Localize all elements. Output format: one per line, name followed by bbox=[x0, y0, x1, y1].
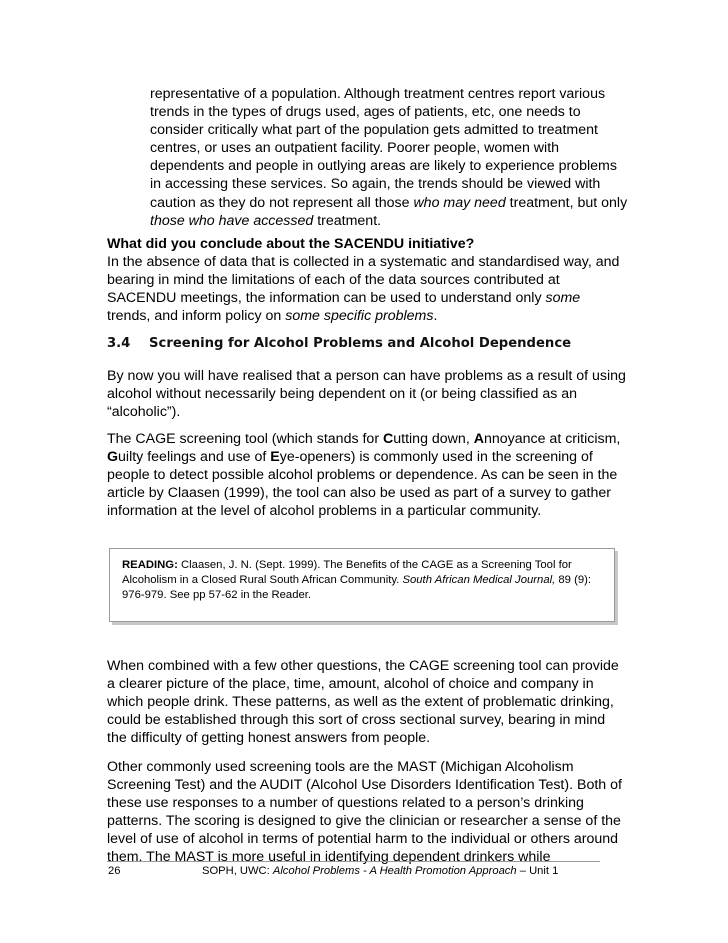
section-number: 3.4 bbox=[107, 336, 131, 351]
cage-paragraph: The CAGE screening tool (which stands for Cutting down, Annoyance at criticism, Guilty feelings and use of Eye-openers) is commonly used in the screening of people to detect possible alcohol problems or dependence. As can be seen in the article by Claasen (1999), the tool can also be used as part of a survey to gather information at the level of alcohol problems in a particular community. bbox=[107, 431, 621, 520]
paragraph-combined: When combined with a few other questions, the CAGE screening tool can provide a clearer picture of the place, time, amount, alcohol of choice and company in which people drink. These patterns, as well as the extent of problematic drinking, could be established through this sort of cross sectional survey, bearing in mind the difficulty of getting honest answers from people. bbox=[107, 658, 619, 747]
footer-title: SOPH, UWC: Alcohol Problems - A Health Promotion Approach – Unit 1 bbox=[202, 865, 559, 877]
reading-box bbox=[109, 548, 615, 622]
section-heading bbox=[107, 336, 627, 351]
reading-citation: READING: Claasen, J. N. (Sept. 1999). The Benefits of the CAGE as a Screening Tool for Alcoholism in a Closed Rural South African Community. South African Medical Journal, 89 (9): 976-979. See pp 57-62 in the Reader. bbox=[122, 559, 592, 601]
conclusion-answer: In the absence of data that is collected in a systematic and standardised way, and bearing in mind the limitations of each of the data sources contributed at SACENDU meetings, the information can be used to understand only some trends, and inform policy on some specific problems. bbox=[107, 254, 620, 325]
conclusion-question: What did you conclude about the SACENDU initiative? bbox=[107, 236, 475, 252]
footer-page-number: 26 bbox=[108, 865, 121, 877]
paragraph-other-tools: Other commonly used screening tools are the MAST (Michigan Alcoholism Screening Test) and the AUDIT (Alcohol Use Disorders Identification Test). Both of these use responses to a number of questions related to a person’s drinking patterns. The scoring is designed to give the clinician or researcher a sense of the level of use of alcohol in terms of potential harm to the individual or others around them. The MAST is more useful in identifying dependent drinkers while bbox=[107, 759, 622, 866]
continued-paragraph: representative of a population. Although treatment centres report various trends in the types of drugs used, ages of patients, etc, one needs to consider critically what part of the population gets admitted to treatment centres, or uses an outpatient facility. Poorer people, women with dependents and people in outlying areas are likely to experience problems in accessing these services. So again, the trends should be viewed with caution as they do not represent all those who may need treatment, but only those who have accessed treatment. bbox=[150, 86, 628, 229]
conclusion-block bbox=[107, 235, 627, 325]
footer-divider bbox=[107, 861, 600, 862]
section-title: Screening for Alcohol Problems and Alcohol Dependence bbox=[149, 336, 572, 351]
paragraph-realised: By now you will have realised that a person can have problems as a result of using alcohol without necessarily being dependent on it (or being classified as an “alcoholic”). bbox=[107, 368, 626, 421]
